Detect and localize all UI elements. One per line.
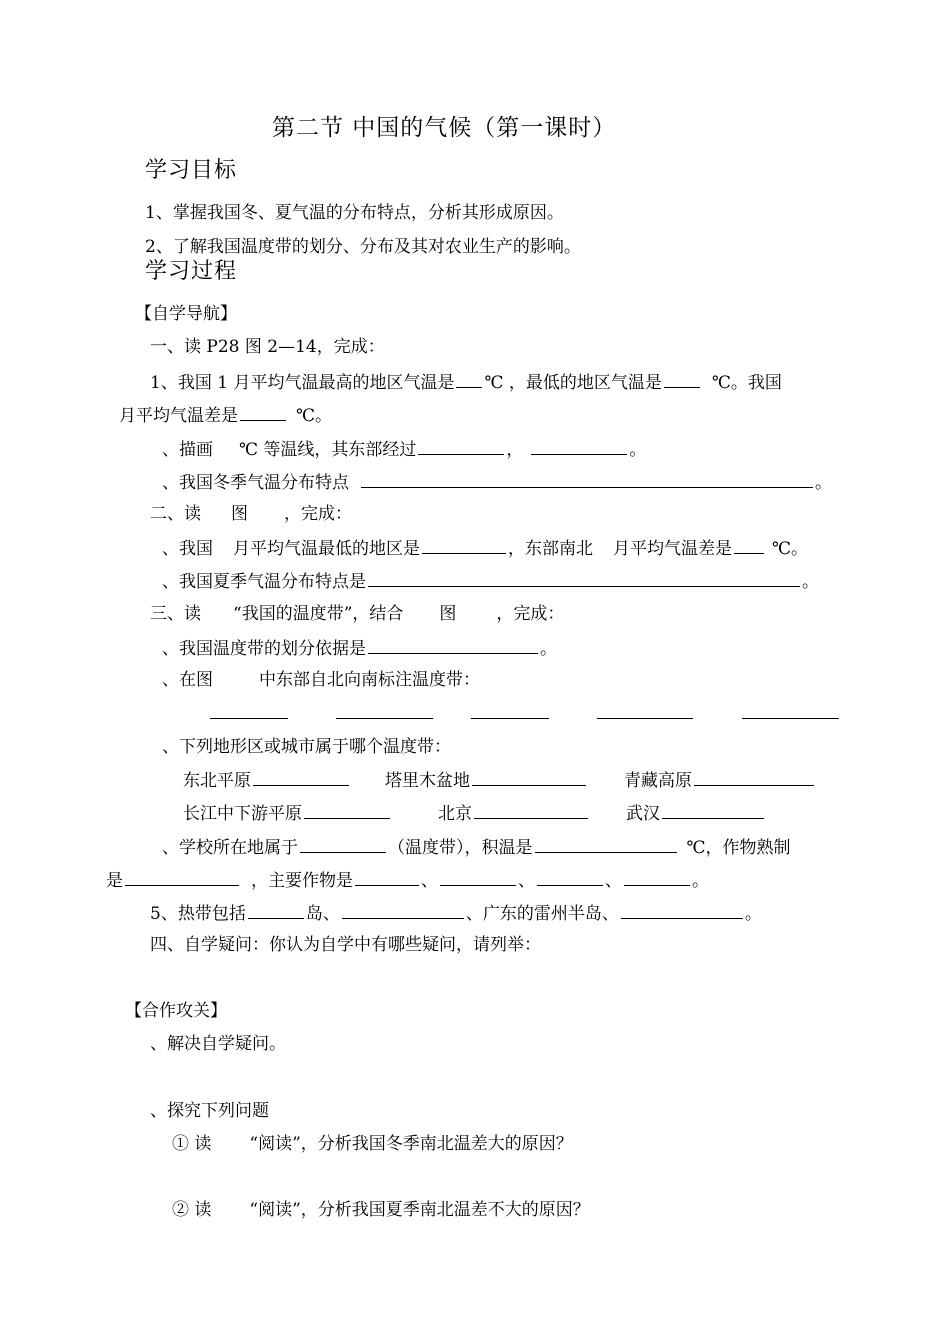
answer-blank[interactable] <box>472 768 586 786</box>
coop-question-2 <box>172 1199 590 1221</box>
answer-blank[interactable] <box>440 868 516 886</box>
q10-text-2: 岛、 <box>305 904 340 924</box>
coop-item-1: 、解决自学疑问。 <box>150 1034 286 1054</box>
q2-text-2: ℃ 等温线，其东部经过 <box>239 440 417 460</box>
sec3-text-3: 图 <box>439 604 457 624</box>
answer-blank[interactable] <box>535 835 677 853</box>
q9-text-2: （温度带），积温是 <box>388 838 533 858</box>
temperature-zone-blank-3[interactable] <box>471 718 549 719</box>
q1a-text-3: ℃。我国 <box>711 373 782 393</box>
question-6 <box>162 636 557 660</box>
q4-text-2: 月平均气温最低的地区是 <box>233 539 420 559</box>
q10-text-1: 5、热带包括 <box>150 904 246 924</box>
section-2-heading <box>150 503 352 525</box>
answer-blank[interactable] <box>621 901 743 919</box>
cooperation-heading: 【合作攻关】 <box>125 1001 227 1021</box>
q1b-text-2: ℃。 <box>296 406 333 426</box>
place-name: 青藏高原 <box>624 771 692 791</box>
q9b-text-1: 是 <box>106 871 123 891</box>
temperature-zone-blank-4[interactable] <box>597 718 693 719</box>
dun: 、 <box>518 871 535 891</box>
q9b-text-2: ，主要作物是 <box>251 871 353 891</box>
answer-blank[interactable] <box>125 868 239 886</box>
answer-blank[interactable] <box>240 403 286 421</box>
answer-blank[interactable] <box>694 768 814 786</box>
q2-end: 。 <box>629 440 647 460</box>
section-4-heading: 四、自学疑问：你认为自学中有哪些疑问，请列举： <box>150 935 541 955</box>
q5-end: 。 <box>802 572 819 592</box>
c4-text-2: “阅读”，分析我国夏季南北温差不大的原因？ <box>249 1200 590 1220</box>
coop-question-1 <box>172 1133 573 1155</box>
answer-blank[interactable] <box>456 370 482 388</box>
q1a-text-2: ℃ ，最低的地区气温是 <box>484 373 662 393</box>
sec2-text-3: ，完成： <box>284 504 352 524</box>
goal-2: 2、了解我国温度带的划分、分布及其对农业生产的影响。 <box>145 237 581 257</box>
question-7 <box>162 669 480 691</box>
q4-text-3: ，东部南北 <box>508 539 593 559</box>
place-name: 东北平原 <box>183 771 251 791</box>
answer-blank[interactable] <box>422 536 506 554</box>
sec3-text-1: 三、读 <box>150 604 201 624</box>
q6-text: 、我国温度带的划分依据是 <box>162 639 366 659</box>
q1b-text-1: 月平均气温差是 <box>119 406 238 426</box>
answer-blank[interactable] <box>537 868 603 886</box>
answer-blank[interactable] <box>248 901 304 919</box>
answer-blank[interactable] <box>418 437 504 455</box>
place-row-1 <box>183 768 816 792</box>
q1a-text-1: 1、我国 1 月平均气温最高的地区气温是 <box>150 373 455 393</box>
q10-text-3: 、广东的雷州半岛、 <box>465 904 619 924</box>
q9-text-1: 、学校所在地属于 <box>162 838 298 858</box>
answer-blank[interactable] <box>734 536 764 554</box>
sec2-text-1: 二、读 <box>150 504 201 524</box>
answer-blank[interactable] <box>355 868 419 886</box>
question-4 <box>162 536 808 560</box>
place-name: 武汉 <box>626 804 660 824</box>
q10-end: 。 <box>744 904 762 924</box>
temperature-zone-blank-1[interactable] <box>210 718 288 719</box>
answer-blank[interactable] <box>342 901 464 919</box>
question-8: 、下列地形区或城市属于哪个温度带： <box>162 737 451 757</box>
c3-text-1: ① 读 <box>172 1134 212 1154</box>
answer-blank[interactable] <box>361 470 813 488</box>
q6-end: 。 <box>540 639 557 659</box>
question-9b <box>106 868 709 892</box>
temperature-zone-blank-2[interactable] <box>336 718 433 719</box>
place-row-2 <box>183 801 766 825</box>
section-1-heading: 一、读 P28 图 2—14，完成： <box>150 337 385 357</box>
coop-item-2: 、探究下列问题 <box>150 1101 269 1121</box>
question-1a <box>150 370 782 394</box>
q9-text-3: ℃，作物熟制 <box>686 838 791 858</box>
q4-text-5: ℃。 <box>772 539 809 559</box>
q3-text: 、我国冬季气温分布特点 <box>162 473 349 493</box>
q4-text-4: 月平均气温差是 <box>613 539 732 559</box>
question-5 <box>162 569 819 593</box>
c3-text-2: “阅读”，分析我国冬季南北温差大的原因？ <box>249 1134 573 1154</box>
sec2-text-2: 图 <box>231 504 248 524</box>
question-1b <box>119 403 332 427</box>
goal-1: 1、掌握我国冬、夏气温的分布特点，分析其形成原因。 <box>145 203 564 223</box>
q9b-end: 。 <box>692 871 709 891</box>
question-9a <box>162 835 791 859</box>
q5-text: 、我国夏季气温分布特点是 <box>162 572 366 592</box>
answer-blank[interactable] <box>624 868 690 886</box>
dun: 、 <box>421 871 438 891</box>
answer-blank[interactable] <box>662 801 764 819</box>
answer-blank[interactable] <box>664 370 700 388</box>
place-name: 北京 <box>438 804 472 824</box>
q2-comma: ， <box>506 440 524 460</box>
c4-text-1: ② 读 <box>172 1200 212 1220</box>
question-2 <box>162 437 646 461</box>
answer-blank[interactable] <box>253 768 349 786</box>
sec3-text-4: ，完成： <box>496 604 565 624</box>
answer-blank[interactable] <box>531 437 627 455</box>
q7-text-2: 中东部自北向南标注温度带： <box>259 670 480 690</box>
self-study-heading: 【自学导航】 <box>135 304 237 324</box>
answer-blank[interactable] <box>368 636 538 654</box>
place-name: 长江中下游平原 <box>183 804 302 824</box>
q7-text-1: 、在图 <box>162 670 213 690</box>
answer-blank[interactable] <box>304 801 390 819</box>
answer-blank[interactable] <box>368 569 800 587</box>
sec3-text-2: “我国的温度带”，结合 <box>233 604 404 624</box>
learning-process-heading: 学习过程 <box>145 259 238 284</box>
section-3-heading <box>150 603 564 625</box>
q3-end: 。 <box>815 473 832 493</box>
dun: 、 <box>605 871 622 891</box>
q4-text-1: 、我国 <box>162 539 213 559</box>
answer-blank[interactable] <box>474 801 588 819</box>
answer-blank[interactable] <box>300 835 386 853</box>
q2-text-1: 、描画 <box>162 440 213 460</box>
place-name: 塔里木盆地 <box>385 771 470 791</box>
learning-goals-heading: 学习目标 <box>145 158 238 183</box>
temperature-zone-blank-5[interactable] <box>742 718 839 719</box>
page-title: 第二节 中国的气候（第一课时） <box>272 115 617 141</box>
question-3 <box>162 470 832 494</box>
question-10 <box>150 901 762 925</box>
